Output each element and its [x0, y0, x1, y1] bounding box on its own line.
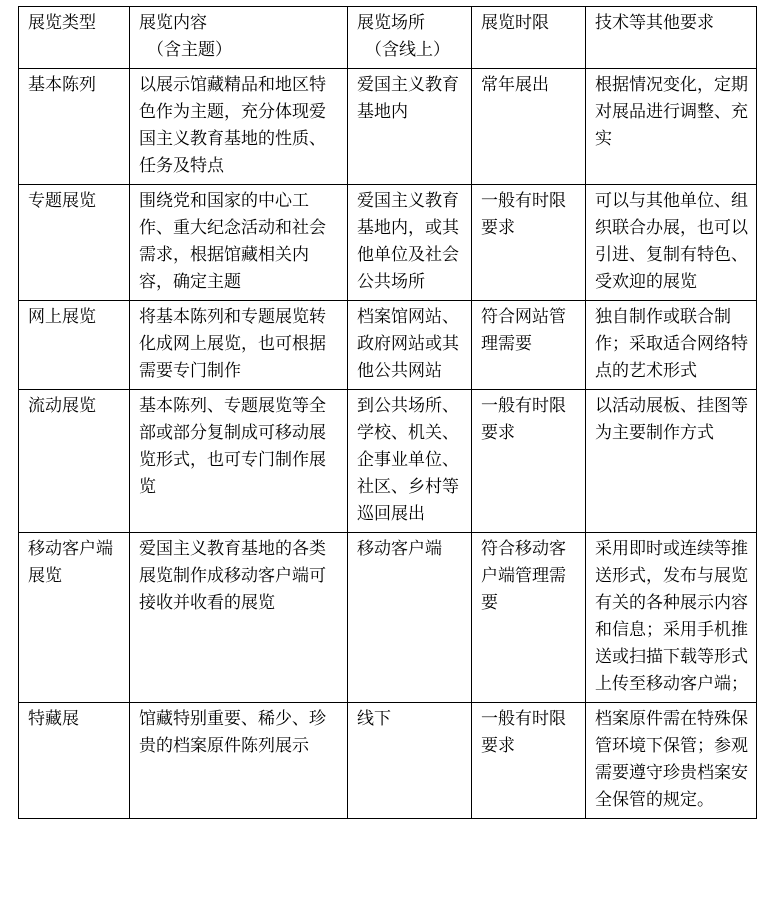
cell-content: 馆藏特别重要、稀少、珍贵的档案原件陈列展示 [130, 703, 348, 819]
table-row [19, 301, 757, 390]
cell-type: 特藏展 [19, 703, 130, 819]
cell-duration: 符合移动客户端管理需要 [472, 533, 586, 703]
cell-requirements: 根据情况变化，定期对展品进行调整、充实 [586, 69, 757, 185]
cell-duration: 一般有时限要求 [472, 390, 586, 533]
header-row [19, 7, 757, 69]
cell-type: 流动展览 [19, 390, 130, 533]
table-row [19, 390, 757, 533]
header-content-line2: （含主题） [147, 40, 232, 60]
cell-duration: 一般有时限要求 [472, 703, 586, 819]
header-venue [348, 7, 472, 69]
table-row [19, 69, 757, 185]
header-requirements: 技术等其他要求 [586, 7, 757, 69]
header-type: 展览类型 [19, 7, 130, 69]
cell-requirements: 可以与其他单位、组织联合办展，也可以引进、复制有特色、受欢迎的展览 [586, 185, 757, 301]
cell-requirements: 档案原件需在特殊保管环境下保管；参观需要遵守珍贵档案安全保管的规定。 [586, 703, 757, 819]
table-row [19, 185, 757, 301]
table-row [19, 533, 757, 703]
header-content-line1: 展览内容 [139, 13, 207, 33]
header-venue-line1: 展览场所 [357, 13, 425, 33]
cell-content: 将基本陈列和专题展览转化成网上展览，也可根据需要专门制作 [130, 301, 348, 390]
cell-content: 爱国主义教育基地的各类展览制作成移动客户端可接收并收看的展览 [130, 533, 348, 703]
cell-type: 移动客户端展览 [19, 533, 130, 703]
table-row [19, 703, 757, 819]
cell-type: 网上展览 [19, 301, 130, 390]
cell-requirements: 采用即时或连续等推送形式，发布与展览有关的各种展示内容和信息；采用手机推送或扫描下载等形式上传至移动客户端； [586, 533, 757, 703]
cell-venue: 爱国主义教育基地内 [348, 69, 472, 185]
cell-venue: 移动客户端 [348, 533, 472, 703]
cell-venue: 档案馆网站、政府网站或其他公共网站 [348, 301, 472, 390]
cell-content: 围绕党和国家的中心工作、重大纪念活动和社会需求，根据馆藏相关内容，确定主题 [130, 185, 348, 301]
cell-content: 以展示馆藏精品和地区特色作为主题，充分体现爱国主义教育基地的性质、任务及特点 [130, 69, 348, 185]
cell-requirements: 独自制作或联合制作；采取适合网络特点的艺术形式 [586, 301, 757, 390]
cell-content: 基本陈列、专题展览等全部或部分复制成可移动展览形式，也可专门制作展览 [130, 390, 348, 533]
cell-duration: 符合网站管理需要 [472, 301, 586, 390]
cell-venue: 线下 [348, 703, 472, 819]
cell-type: 专题展览 [19, 185, 130, 301]
exhibition-table [18, 6, 757, 819]
cell-duration: 常年展出 [472, 69, 586, 185]
header-venue-line2: （含线上） [365, 40, 450, 60]
header-content [130, 7, 348, 69]
cell-venue: 到公共场所、学校、机关、企事业单位、社区、乡村等巡回展出 [348, 390, 472, 533]
cell-duration: 一般有时限要求 [472, 185, 586, 301]
header-duration: 展览时限 [472, 7, 586, 69]
cell-venue: 爱国主义教育基地内，或其他单位及社会公共场所 [348, 185, 472, 301]
cell-type: 基本陈列 [19, 69, 130, 185]
cell-requirements: 以活动展板、挂图等为主要制作方式 [586, 390, 757, 533]
